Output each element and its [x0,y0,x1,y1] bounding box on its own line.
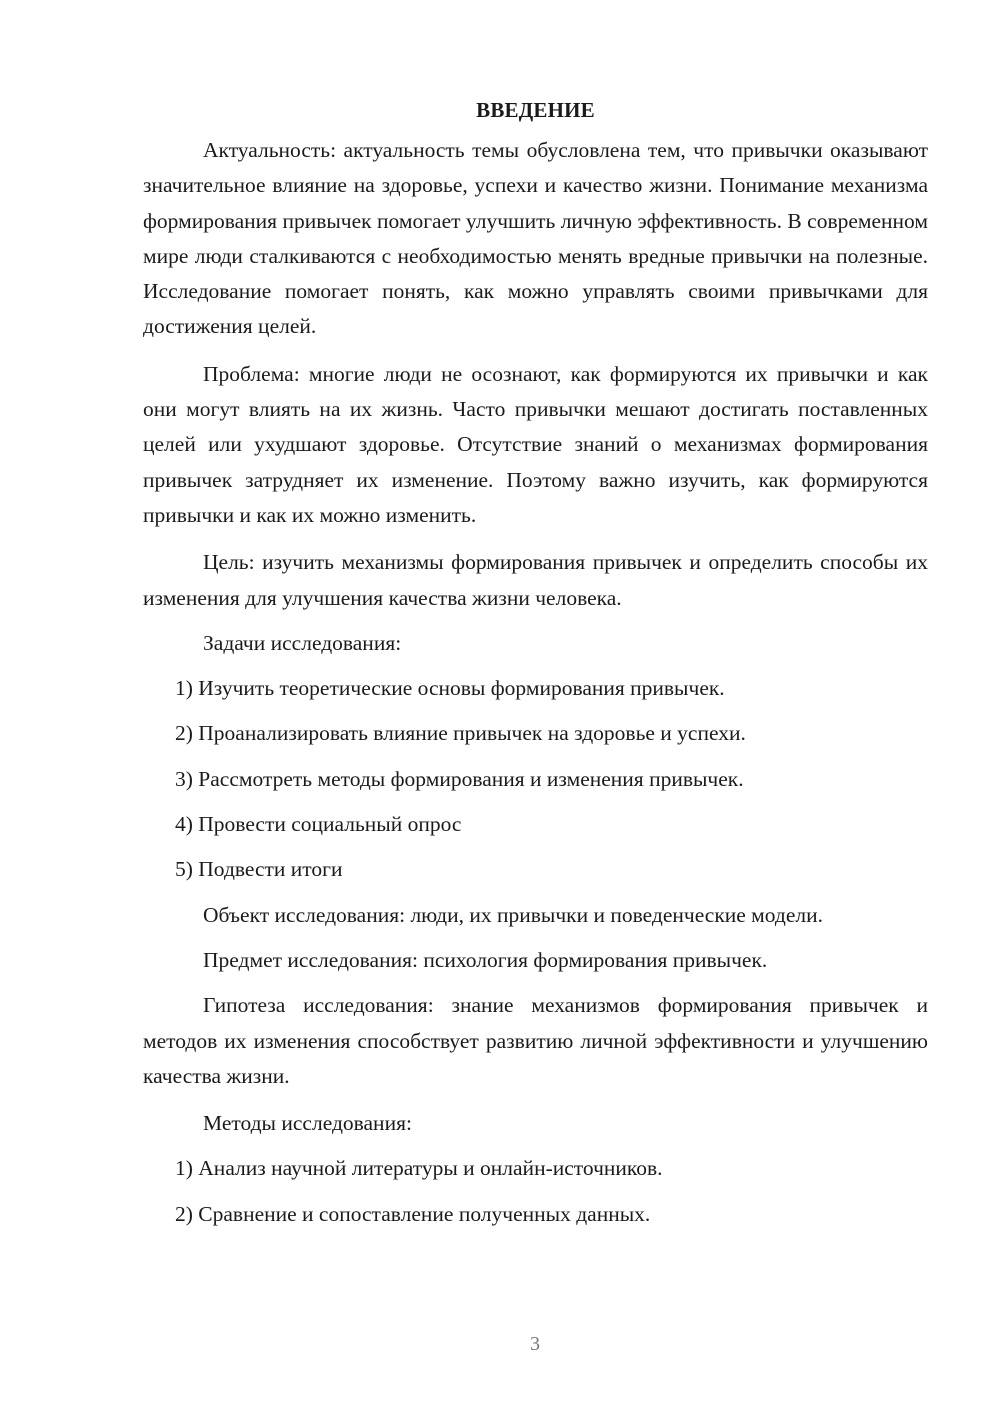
list-item: 3) Рассмотреть методы формирования и изменения привычек. [175,766,744,791]
tasks-heading: Задачи исследования: [203,630,402,655]
list-item: 2) Сравнение и сопоставление полученных данных. [175,1201,651,1226]
problem-paragraph: Проблема: многие люди не осознают, как формируются их привычки и как они могут влиять на их жизнь. Часто привычки мешают достигать поставленных целей или ухудшают здоровье. Отсутствие знаний о механизмах формирования привычек затрудняет их изменение. Поэтому важно изучить, как формируются привычки и как их можно изменить. [143,361,928,527]
tasks-list [143,671,928,897]
list-item: 1) Анализ научной литературы и онлайн-источников. [175,1156,663,1181]
list-item: 2) Проанализировать влияние привычек на здоровье и успехи. [175,721,746,746]
relevance-paragraph: Актуальность: актуальность темы обусловлена тем, что привычки оказывают значительное влияние на здоровье, успехи и качество жизни. Понимание механизма формирования привычек помогает улучшить личную эффективность. В современном мире люди сталкиваются с необходимостью менять вредные привычки на полезные. Исследование помогает понять, как можно управлять своими привычками для достижения целей. [143,138,928,339]
list-item: 4) Провести социальный опрос [175,812,462,837]
hypothesis-paragraph: Гипотеза исследования: знание механизмов формирования привычек и методов их изменения способствует развитию личной эффективности и улучшению качества жизни. [143,993,928,1088]
goal-paragraph: Цель: изучить механизмы формирования привычек и определить способы их изменения для улучшения качества жизни человека. [143,550,928,610]
subject-line: Предмет исследования: психология формирования привычек. [203,947,768,972]
page-number: 3 [530,1333,540,1355]
object-line: Объект исследования: люди, их привычки и поведенческие модели. [203,902,824,927]
document-page [143,90,928,1242]
list-item: 1) Изучить теоретические основы формирования привычек. [175,676,725,701]
list-item: 5) Подвести итоги [175,857,343,882]
methods-heading: Методы исследования: [203,1111,412,1136]
methods-list [143,1151,928,1242]
page-title: ВВЕДЕНИЕ [476,98,595,122]
